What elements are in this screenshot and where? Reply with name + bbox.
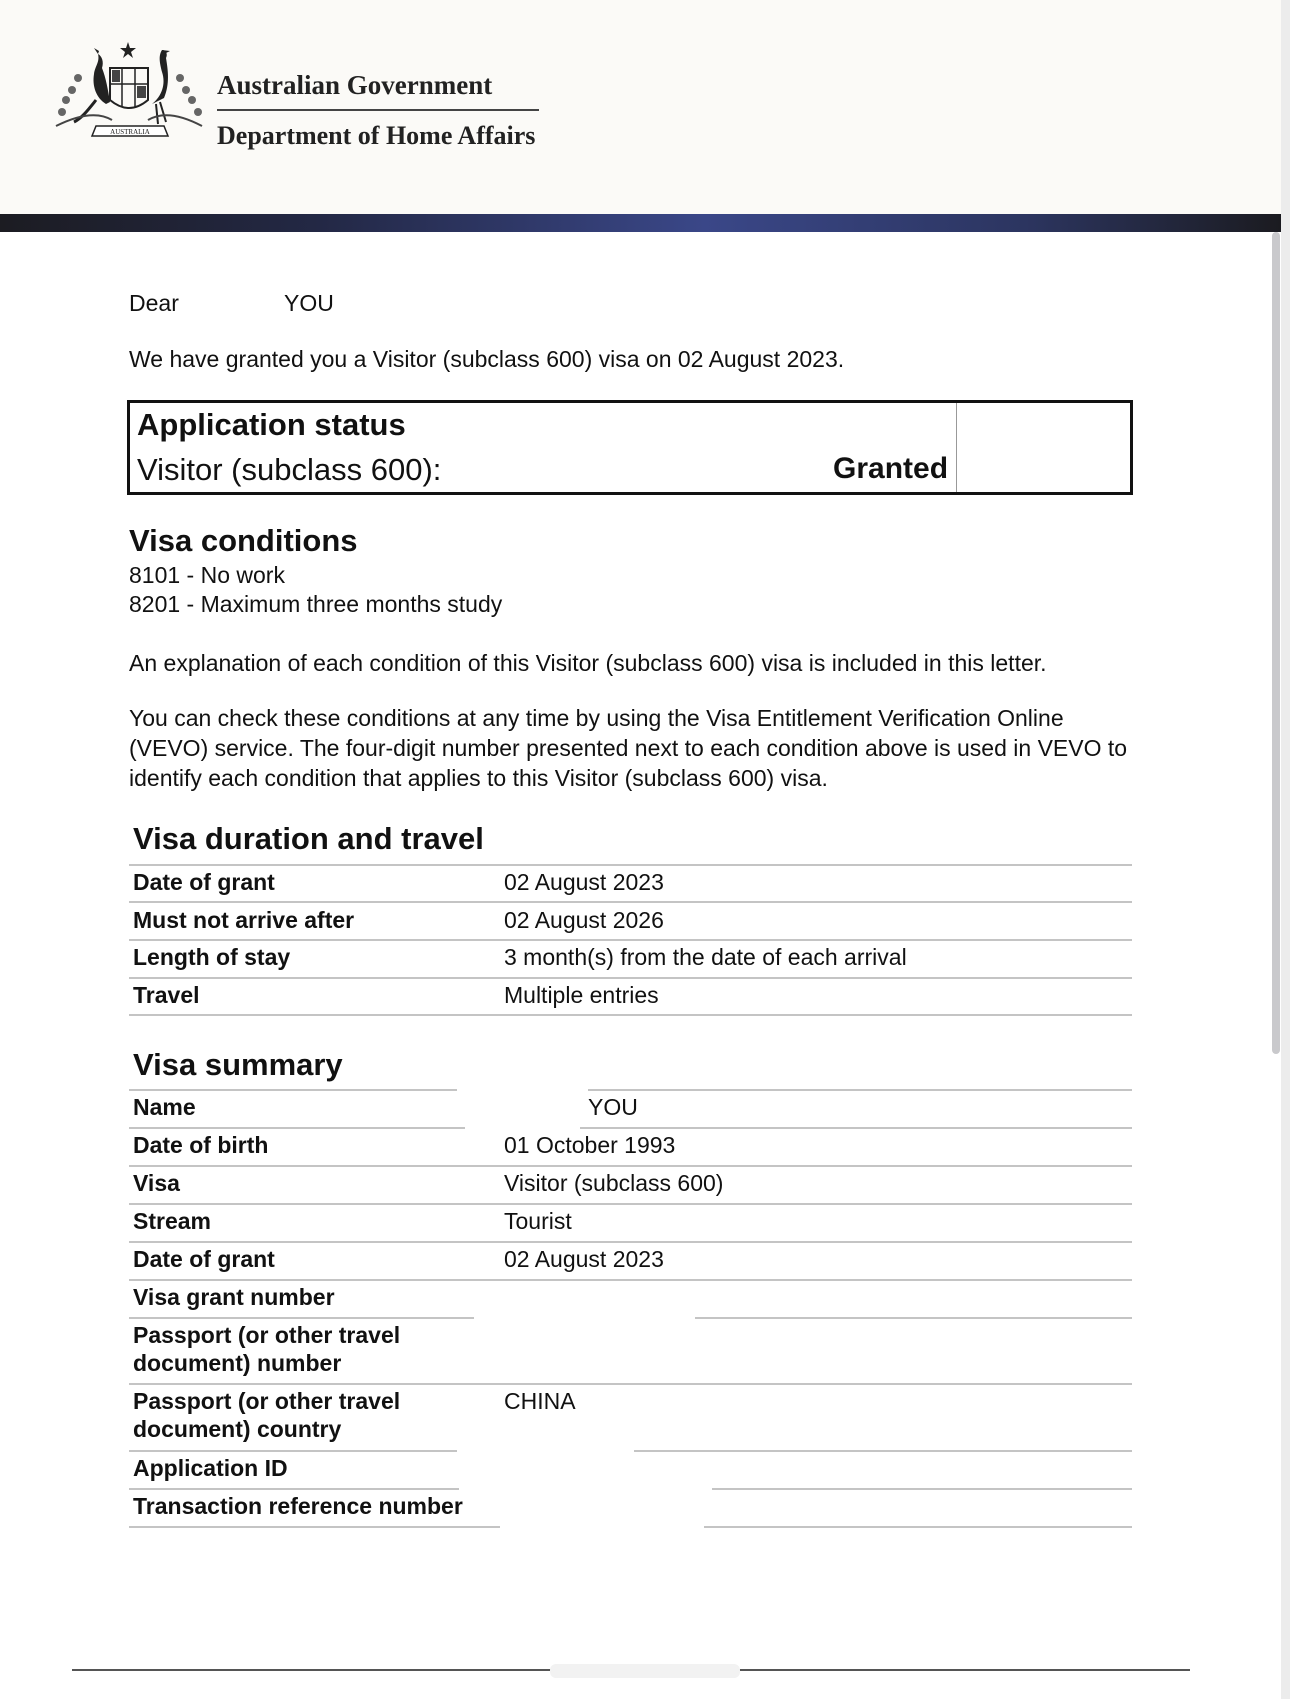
table-rule <box>129 1279 1132 1281</box>
summary-label: Application ID <box>133 1455 288 1481</box>
duration-label: Date of grant <box>133 869 275 895</box>
window-edge <box>1281 0 1290 1699</box>
table-rule <box>129 901 1132 903</box>
condition-item: 8201 - Maximum three months study <box>129 591 503 617</box>
duration-label: Length of stay <box>133 944 291 970</box>
condition-item: 8101 - No work <box>129 562 285 588</box>
duration-title: Visa duration and travel <box>133 821 484 856</box>
duration-value: 3 month(s) from the date of each arrival <box>504 944 907 970</box>
status-value: Granted <box>833 452 949 485</box>
summary-value: 01 October 1993 <box>504 1132 676 1158</box>
summary-label: Date of grant <box>133 1246 275 1272</box>
table-rule <box>580 1127 1132 1129</box>
duration-value: Multiple entries <box>504 982 659 1008</box>
footer-smudge <box>550 1664 740 1678</box>
summary-label: Date of birth <box>133 1132 269 1158</box>
table-rule <box>129 939 1132 941</box>
table-rule <box>129 1450 457 1452</box>
table-rule <box>634 1450 1132 1452</box>
visa-conditions-title: Visa conditions <box>129 523 358 558</box>
status-divider <box>956 403 957 492</box>
status-visa-label: Visitor (subclass 600): <box>137 452 442 487</box>
table-rule <box>129 1203 1132 1205</box>
australian-coat-of-arms-icon <box>52 38 212 156</box>
summary-label: document) number <box>133 1350 342 1376</box>
table-rule <box>129 1488 459 1490</box>
vevo-info: You can check these conditions at any time by using the Visa Entitlement Verification Online (VEVO) service. The four-digit number presented next to each condition above is used in VEVO to identify each condition that applies to this Visitor (subclass 600) visa. <box>129 705 1128 791</box>
duration-value: 02 August 2026 <box>504 907 664 933</box>
summary-value: 02 August 2023 <box>504 1246 664 1272</box>
crest-motto: AUSTRALIA <box>110 128 150 136</box>
duration-value: 02 August 2023 <box>504 869 664 895</box>
letterhead-divider <box>217 109 539 111</box>
application-status-box <box>127 400 1133 495</box>
table-rule <box>695 1317 1132 1319</box>
application-status-title: Application status <box>137 407 406 442</box>
department-name: Department of Home Affairs <box>217 121 536 150</box>
table-rule <box>129 1526 500 1528</box>
table-rule <box>129 864 1132 866</box>
recipient-name: YOU <box>284 290 334 316</box>
table-rule <box>129 1127 465 1129</box>
summary-value: YOU <box>588 1094 638 1120</box>
table-rule <box>588 1089 1132 1091</box>
grant-statement: We have granted you a Visitor (subclass 600) visa on 02 August 2023. <box>129 346 845 372</box>
summary-value: CHINA <box>504 1388 576 1414</box>
duration-label: Travel <box>133 982 200 1008</box>
table-rule <box>712 1488 1132 1490</box>
summary-label: document) country <box>133 1416 342 1442</box>
summary-title: Visa summary <box>133 1047 343 1082</box>
summary-label: Stream <box>133 1208 211 1234</box>
summary-label: Visa <box>133 1170 180 1196</box>
table-rule <box>129 977 1132 979</box>
summary-label: Passport (or other travel <box>133 1322 401 1348</box>
table-rule <box>704 1526 1132 1528</box>
table-rule <box>129 1089 457 1091</box>
summary-label: Visa grant number <box>133 1284 335 1310</box>
salutation: Dear <box>129 290 179 316</box>
summary-label: Name <box>133 1094 196 1120</box>
government-name: Australian Government <box>217 70 493 100</box>
summary-value: Visitor (subclass 600) <box>504 1170 724 1196</box>
table-rule <box>129 1241 1132 1243</box>
table-rule <box>129 1383 1132 1385</box>
letterhead <box>0 0 1290 214</box>
table-rule <box>129 1165 1132 1167</box>
duration-label: Must not arrive after <box>133 907 355 933</box>
summary-value: Tourist <box>504 1208 572 1234</box>
summary-label: Transaction reference number <box>133 1493 463 1519</box>
summary-label: Passport (or other travel <box>133 1388 401 1414</box>
scrollbar-thumb[interactable] <box>1272 232 1280 1054</box>
table-rule <box>129 1014 1132 1016</box>
conditions-explanation: An explanation of each condition of this Visitor (subclass 600) visa is included in this letter. <box>129 650 1047 676</box>
header-band <box>0 214 1281 232</box>
table-rule <box>129 1317 474 1319</box>
